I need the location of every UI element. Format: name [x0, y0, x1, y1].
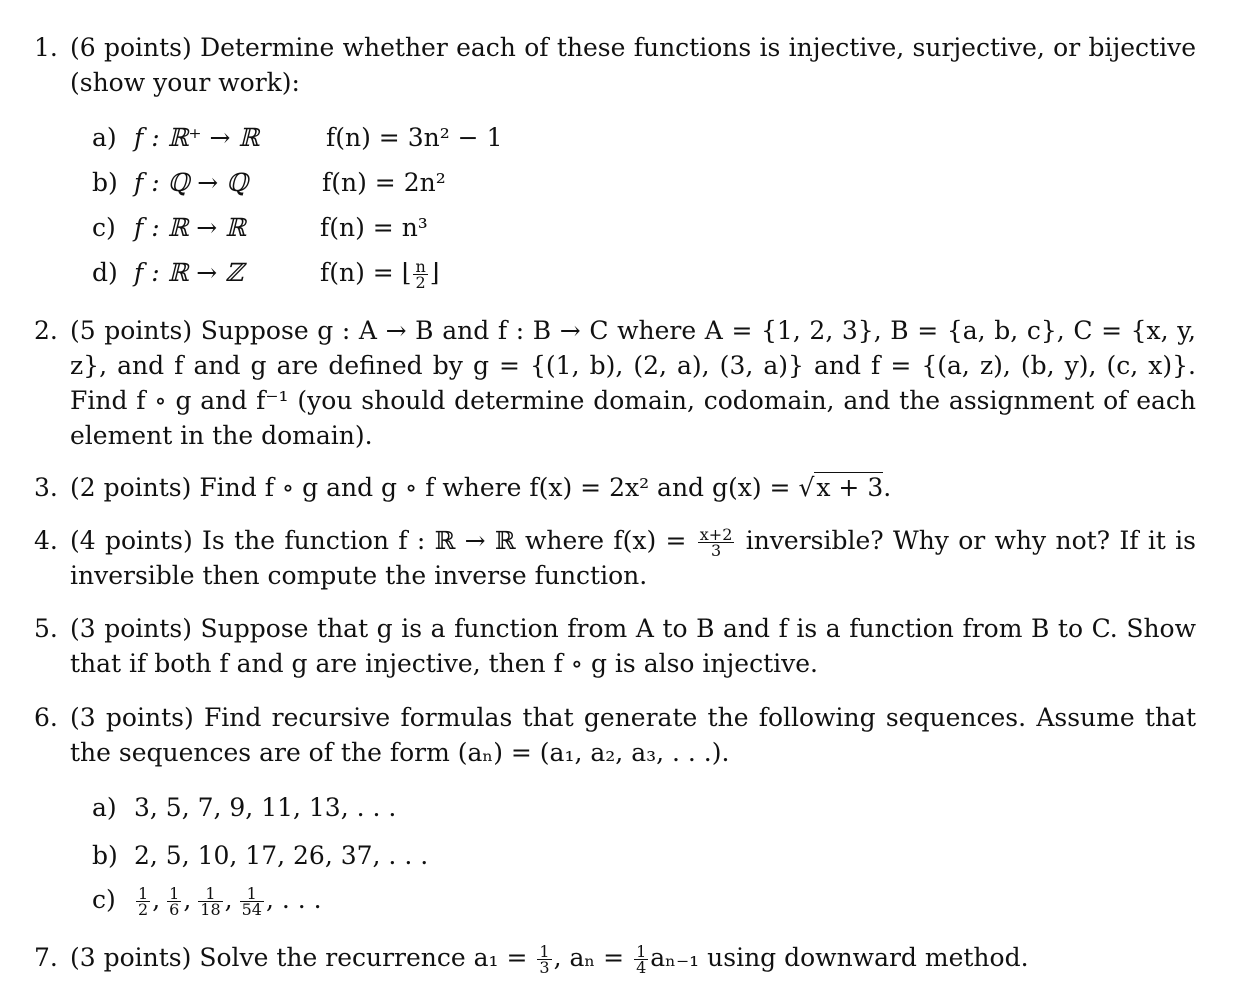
part-label: b): [92, 841, 118, 870]
problem-1: [34, 30, 1196, 100]
part-map: f : ℝ → ℝ: [134, 213, 246, 242]
part-1c-rule: f(n) = n³: [320, 213, 428, 242]
problem-text: [70, 470, 1196, 505]
problem-text: (5 points) Suppose g : A → B and f : B → C where A = {1, 2, 3}, B = {a, b, c}, C = {x, y, z}, and f and g are defined by g = {(1, b), (2, a), (3, a)} and f = {(a, z), (b, y), (c, x)}. Find f ∘ g and f⁻¹ (you should determine domain, codomain, and the assignment of each element in the domain).: [70, 316, 1196, 450]
rule-prefix: f(n) = ⌊: [320, 258, 412, 287]
fraction: [167, 884, 181, 920]
part-1d: [92, 255, 243, 290]
problem-4: [34, 523, 1196, 593]
problem-text: (3 points) Find recursive formulas that generate the following sequences. Assume that the sequences are of the form (aₙ) = (a₁, a₂, a₃, . . .).: [70, 703, 1196, 767]
part-label: a): [92, 793, 117, 822]
sequence: 2, 5, 10, 17, 26, 37, . . .: [134, 841, 429, 870]
part-label: c): [92, 885, 116, 914]
sequence-tail: , . . .: [265, 885, 322, 914]
part-1a: [92, 120, 259, 155]
fraction-denominator: 54: [241, 900, 262, 920]
problem-5: [34, 611, 1196, 681]
text-after: .: [883, 473, 892, 502]
radicand: x + 3: [816, 473, 884, 502]
part-1a-rule: f(n) = 3n² − 1: [326, 123, 503, 152]
fraction-numerator: 1: [240, 886, 264, 902]
fraction-denominator: 2: [415, 273, 426, 293]
fraction-numerator: 1: [539, 942, 550, 962]
problem-number: 4.: [34, 526, 58, 555]
fraction-denominator: 4: [636, 958, 647, 978]
sequence: 3, 5, 7, 9, 11, 13, . . .: [134, 793, 397, 822]
fraction-denominator: 3: [710, 541, 722, 561]
text-after: aₙ₋₁ using downward method.: [650, 943, 1029, 972]
fraction: [240, 884, 264, 920]
problem-number: 3.: [34, 473, 58, 502]
fraction: [698, 525, 735, 561]
fraction-denominator: 3: [539, 958, 550, 978]
part-label: b): [92, 168, 118, 197]
text-before: (2 points) Find f ∘ g and g ∘ f where f(x) = 2x² and g(x) = √: [70, 473, 815, 502]
part-6a: [92, 790, 396, 825]
text-mid: , aₙ =: [553, 943, 633, 972]
part-map: f : ℚ → ℚ: [134, 168, 248, 197]
problem-6: [34, 700, 1196, 770]
problem-number: 2.: [34, 316, 58, 345]
problem-2: [34, 313, 1196, 453]
part-1c: [92, 210, 246, 245]
problem-text: [70, 940, 1196, 978]
part-1b: [92, 165, 248, 200]
part-6c: c) $\frac{1}{2}$ , $\frac{1}{6}$ , $\frac{1}{18}$ , $\frac{1}{54}$ , . . .: [92, 882, 322, 917]
fraction-numerator: 1: [198, 886, 222, 902]
text-before: (4 points) Is the function f : ℝ → ℝ where f(x) =: [70, 526, 696, 555]
problem-3: [34, 470, 1196, 505]
fraction-numerator: n: [415, 257, 426, 277]
part-label: d): [92, 258, 118, 287]
fraction-numerator: 1: [636, 942, 647, 962]
part-6b: [92, 838, 428, 873]
problem-text: (6 points) Determine whether each of these functions is injective, surjective, or bijective (show your work):: [70, 33, 1196, 97]
rule-suffix: ⌋: [429, 258, 440, 287]
problem-text: (3 points) Suppose that g is a function from A to B and f is a function from B to C. Show that if both f and g are injective, then f ∘ g is also injective.: [70, 614, 1196, 678]
fraction-denominator: 18: [200, 900, 221, 920]
problem-text: [70, 523, 1196, 593]
fraction: [413, 257, 427, 293]
text-after: inversible? Why or why not? If it is inversible then compute the inverse function.: [70, 526, 1196, 591]
part-map: f : ℝ⁺ → ℝ: [134, 123, 260, 152]
fraction-numerator: 1: [169, 884, 180, 904]
fraction-denominator: 2: [138, 900, 149, 920]
fraction: [634, 942, 648, 978]
part-label: a): [92, 123, 117, 152]
problem-number: 7.: [34, 943, 58, 972]
part-label: c): [92, 213, 116, 242]
fraction-denominator: 6: [169, 900, 180, 920]
problem-number: 6.: [34, 703, 58, 732]
fraction-numerator: 1: [138, 884, 149, 904]
problem-number: 5.: [34, 614, 58, 643]
problem-7: [34, 940, 1196, 978]
fraction: [537, 942, 551, 978]
fraction-numerator: x+2: [699, 525, 733, 545]
fraction: [136, 884, 150, 920]
problem-number: 1.: [34, 33, 58, 62]
part-1d-rule: [320, 255, 440, 293]
text-before: (3 points) Solve the recurrence a₁ =: [70, 943, 536, 972]
fraction: [198, 884, 222, 920]
part-map: f : ℝ → ℤ: [134, 258, 244, 287]
part-1b-rule: f(n) = 2n²: [322, 168, 446, 197]
